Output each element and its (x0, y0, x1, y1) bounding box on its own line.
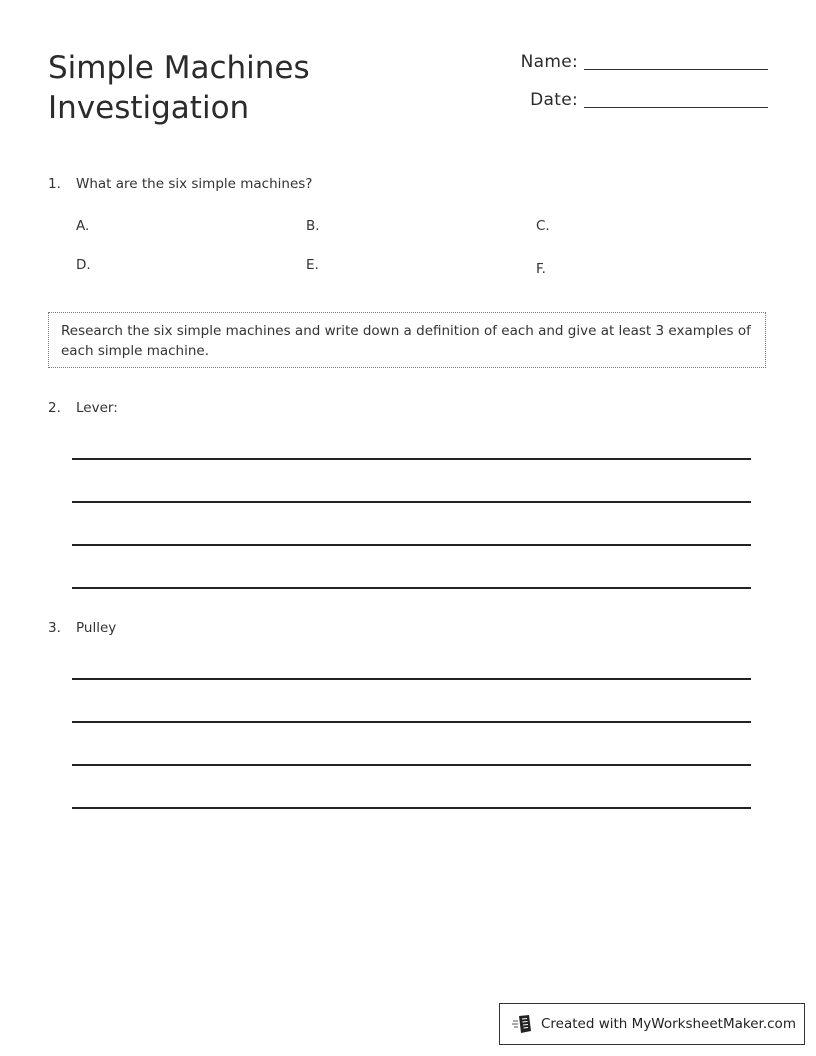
instructions-box: Research the six simple machines and write down a definition of each and give at least 3 examples of each simple machine. (48, 312, 766, 368)
answer-line[interactable] (72, 807, 751, 809)
date-field (508, 90, 768, 110)
question-number: 3. (48, 620, 61, 636)
option-a: A. (76, 218, 90, 234)
answer-line[interactable] (72, 678, 751, 680)
option-d: D. (76, 257, 91, 273)
badge-text: Created with MyWorksheetMaker.com (541, 1016, 796, 1032)
title-line-2: Investigation (48, 90, 250, 126)
title-line-1: Simple Machines (48, 50, 310, 86)
name-field (508, 52, 768, 72)
option-e: E. (306, 257, 319, 273)
question-text: Lever: (76, 400, 118, 416)
answer-line[interactable] (72, 544, 751, 546)
answer-line[interactable] (72, 501, 751, 503)
name-label: Name: (520, 52, 578, 72)
question-number: 1. (48, 176, 61, 192)
question-text: What are the six simple machines? (76, 176, 313, 192)
answer-line[interactable] (72, 721, 751, 723)
option-f: F. (536, 261, 546, 277)
answer-line[interactable] (72, 587, 751, 589)
question-number: 2. (48, 400, 61, 416)
option-b: B. (306, 218, 320, 234)
date-label: Date: (530, 90, 578, 110)
created-with-badge[interactable] (499, 1003, 805, 1045)
answer-line[interactable] (72, 458, 751, 460)
option-c: C. (536, 218, 550, 234)
date-blank-line[interactable] (584, 106, 768, 108)
worksheet-title (48, 48, 310, 128)
answer-line[interactable] (72, 764, 751, 766)
worksheet-maker-logo-icon (512, 1013, 534, 1035)
question-text: Pulley (76, 620, 117, 636)
name-blank-line[interactable] (584, 68, 768, 70)
